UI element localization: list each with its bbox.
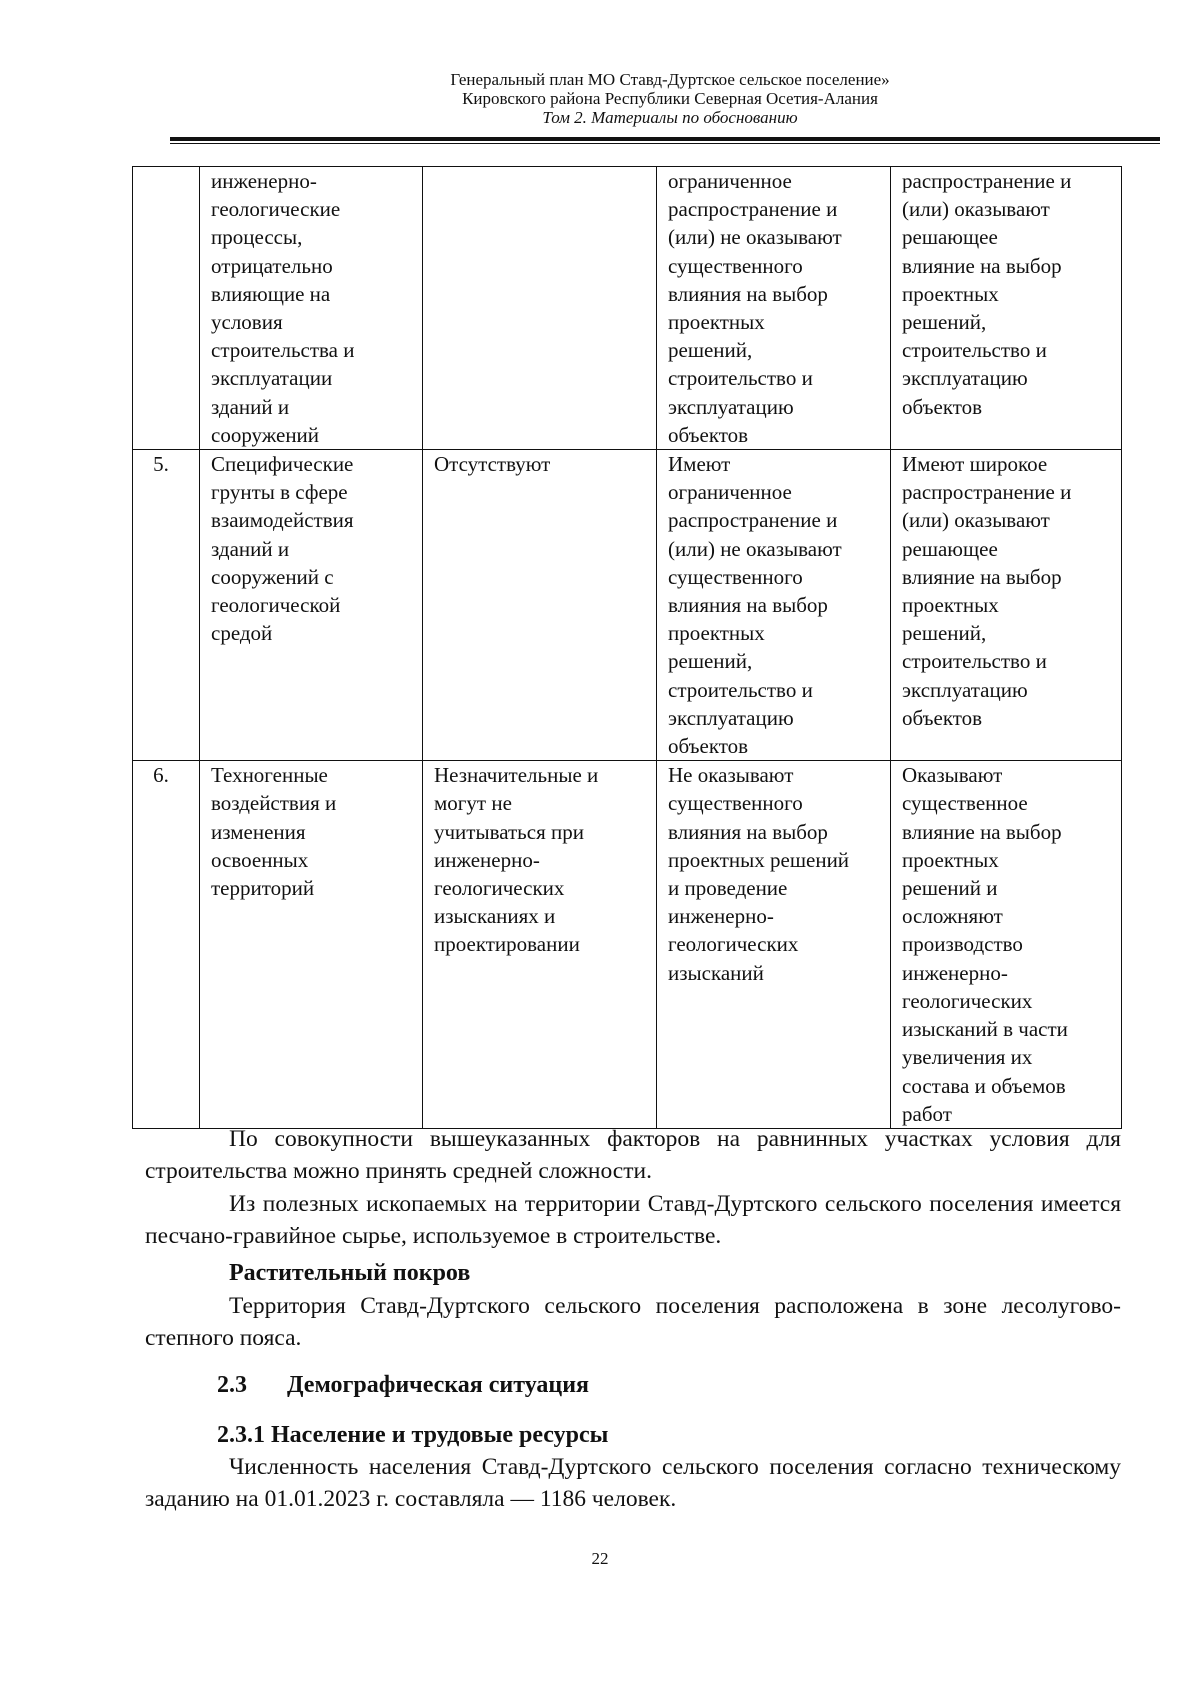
- table-row: [133, 761, 1122, 1129]
- row-number: 6.: [133, 761, 200, 1129]
- header-district: Кировского района Республики Северная Осетия-Алания: [462, 89, 878, 108]
- simple-category-cell: [423, 167, 657, 450]
- complex-category-cell: Оказывают существенное влияние на выбор проектных решений и осложняют производство инженерно- геологических изысканий в части увеличения их состава и объемов работ: [891, 761, 1122, 1129]
- header-rule-thin: [170, 143, 1160, 144]
- section-number: 2.3: [217, 1372, 247, 1398]
- complex-category-cell: распространение и (или) оказывают решающее влияние на выбор проектных решений, строительство и эксплуатацию объектов: [891, 167, 1122, 450]
- document-header: [170, 70, 1170, 127]
- header-rule-thick: [170, 137, 1160, 141]
- paragraph-population: Численность населения Ставд-Дуртского сельского поселения согласно техническому заданию на 01.01.2023 г. составляла — 1186 человек.: [145, 1454, 1121, 1512]
- heading-vegetation: Растительный покров: [229, 1260, 471, 1286]
- paragraph-vegetation: Территория Ставд-Дуртского сельского поселения расположена в зоне лесолугово-степного пояса.: [145, 1293, 1121, 1351]
- medium-category-cell: ограниченное распространение и (или) не оказывают существенного влияния на выбор проектных решений, строительство и эксплуатацию объектов: [657, 167, 891, 450]
- factor-cell: Техногенные воздействия и изменения освоенных территорий: [200, 761, 423, 1129]
- medium-category-cell: Имеют ограниченное распространение и (или) не оказывают существенного влияния на выбор проектных решений, строительство и эксплуатацию объектов: [657, 450, 891, 761]
- row-number: [133, 167, 200, 450]
- factor-cell: инженерно- геологические процессы, отрицательно влияющие на условия строительства и эксплуатации зданий и сооружений: [200, 167, 423, 450]
- table-row: [133, 450, 1122, 761]
- row-number: 5.: [133, 450, 200, 761]
- simple-category-cell: Отсутствуют: [423, 450, 657, 761]
- subsection-heading: 2.3.1 Население и трудовые ресурсы: [217, 1422, 609, 1448]
- complex-category-cell: Имеют широкое распространение и (или) оказывают решающее влияние на выбор проектных решений, строительство и эксплуатацию объектов: [891, 450, 1122, 761]
- table-row: [133, 167, 1122, 450]
- header-volume: Том 2. Материалы по обоснованию: [542, 108, 798, 127]
- page-number: 22: [591, 1549, 609, 1568]
- factor-cell: Специфические грунты в сфере взаимодействия зданий и сооружений с геологической средой: [200, 450, 423, 761]
- simple-category-cell: Незначительные и могут не учитываться при инженерно- геологических изысканиях и проектировании: [423, 761, 657, 1129]
- paragraph-minerals: Из полезных ископаемых на территории Ставд-Дуртского сельского поселения имеется песчано-гравийное сырье, используемое в строительстве.: [145, 1191, 1121, 1249]
- section-title: Демографическая ситуация: [287, 1372, 590, 1398]
- complexity-factors-table: [132, 166, 1122, 1129]
- paragraph-construction-conditions: По совокупности вышеуказанных факторов на равнинных участках условия для строительства можно принять средней сложности.: [145, 1126, 1121, 1184]
- header-title: Генеральный план МО Ставд-Дуртское сельское поселение»: [450, 70, 890, 89]
- medium-category-cell: Не оказывают существенного влияния на выбор проектных решений и проведение инженерно- геологических изысканий: [657, 761, 891, 1129]
